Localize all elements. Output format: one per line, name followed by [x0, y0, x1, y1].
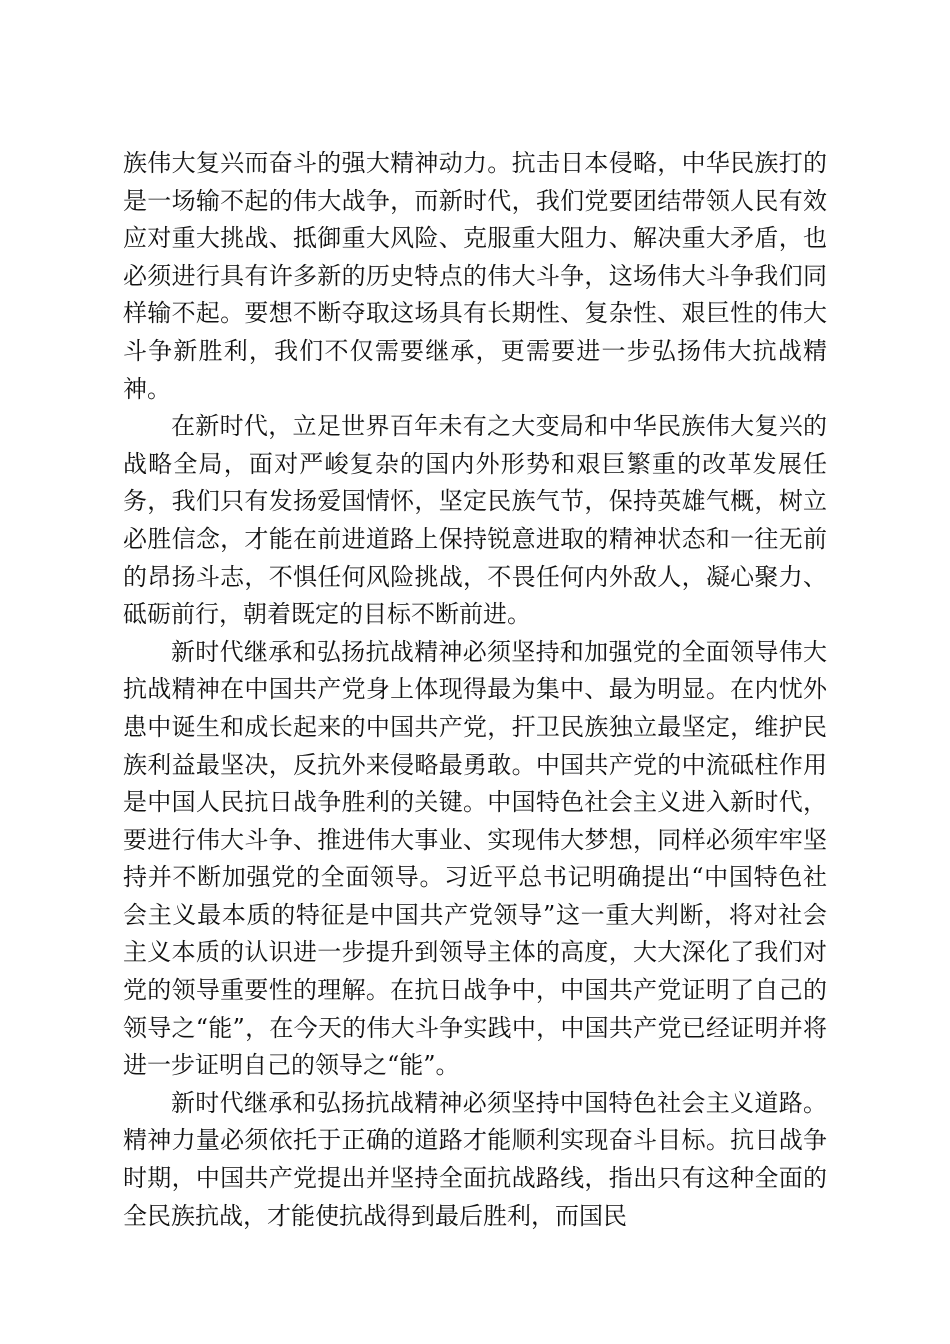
document-body	[123, 145, 827, 1235]
paragraph-2: 在新时代，立足世界百年未有之大变局和中华民族伟大复兴的战略全局，面对严峻复杂的国内外形势和艰巨繁重的改革发展任务，我们只有发扬爱国情怀，坚定民族气节，保持英雄气概，树立必胜信念，才能在前进道路上保持锐意进取的精神状态和一往无前的昂扬斗志，不惧任何风险挑战，不畏任何内外敌人，凝心聚力、砥砺前行，朝着既定的目标不断前进。	[123, 412, 827, 629]
paragraph-3: 新时代继承和弘扬抗战精神必须坚持和加强党的全面领导伟大抗战精神在中国共产党身上体现得最为集中、最为明显。在内忧外患中诞生和成长起来的中国共产党，扞卫民族独立最坚定，维护民族利益最坚决，反抗外来侵略最勇敢。中国共产党的中流砥柱作用是中国人民抗日战争胜利的关键。中国特色社会主义进入新时代，要进行伟大斗争、推进伟大事业、实现伟大梦想，同样必须牢牢坚持并不断加强党的全面领导。习近平总书记明确提出“中国特色社会主义最本质的特征是中国共产党领导”这一重大判断，将对社会主义本质的认识进一步提升到领导主体的高度，大大深化了我们对党的领导重要性的理解。在抗日战争中，中国共产党证明了自己的领导之“能”，在今天的伟大斗争实践中，中国共产党已经证明并将进一步证明自己的领导之“能”。	[123, 637, 827, 1080]
paragraph-1-continued: 族伟大复兴而奋斗的强大精神动力。抗击日本侵略，中华民族打的是一场输不起的伟大战争，而新时代，我们党要团结带领人民有效应对重大挑战、抵御重大风险、克服重大阻力、解决重大矛盾，也必须进行具有许多新的历史特点的伟大斗争，这场伟大斗争我们同样输不起。要想不断夺取这场具有长期性、复杂性、艰巨性的伟大斗争新胜利，我们不仅需要继承，更需要进一步弘扬伟大抗战精神。	[123, 149, 827, 403]
paragraph-4: 新时代继承和弘扬抗战精神必须坚持中国特色社会主义道路。精神力量必须依托于正确的道路才能顺利实现奋斗目标。抗日战争时期，中国共产党提出并坚持全面抗战路线，指出只有这种全面的全民族抗战，才能使抗战得到最后胜利，而国民	[123, 1088, 827, 1230]
